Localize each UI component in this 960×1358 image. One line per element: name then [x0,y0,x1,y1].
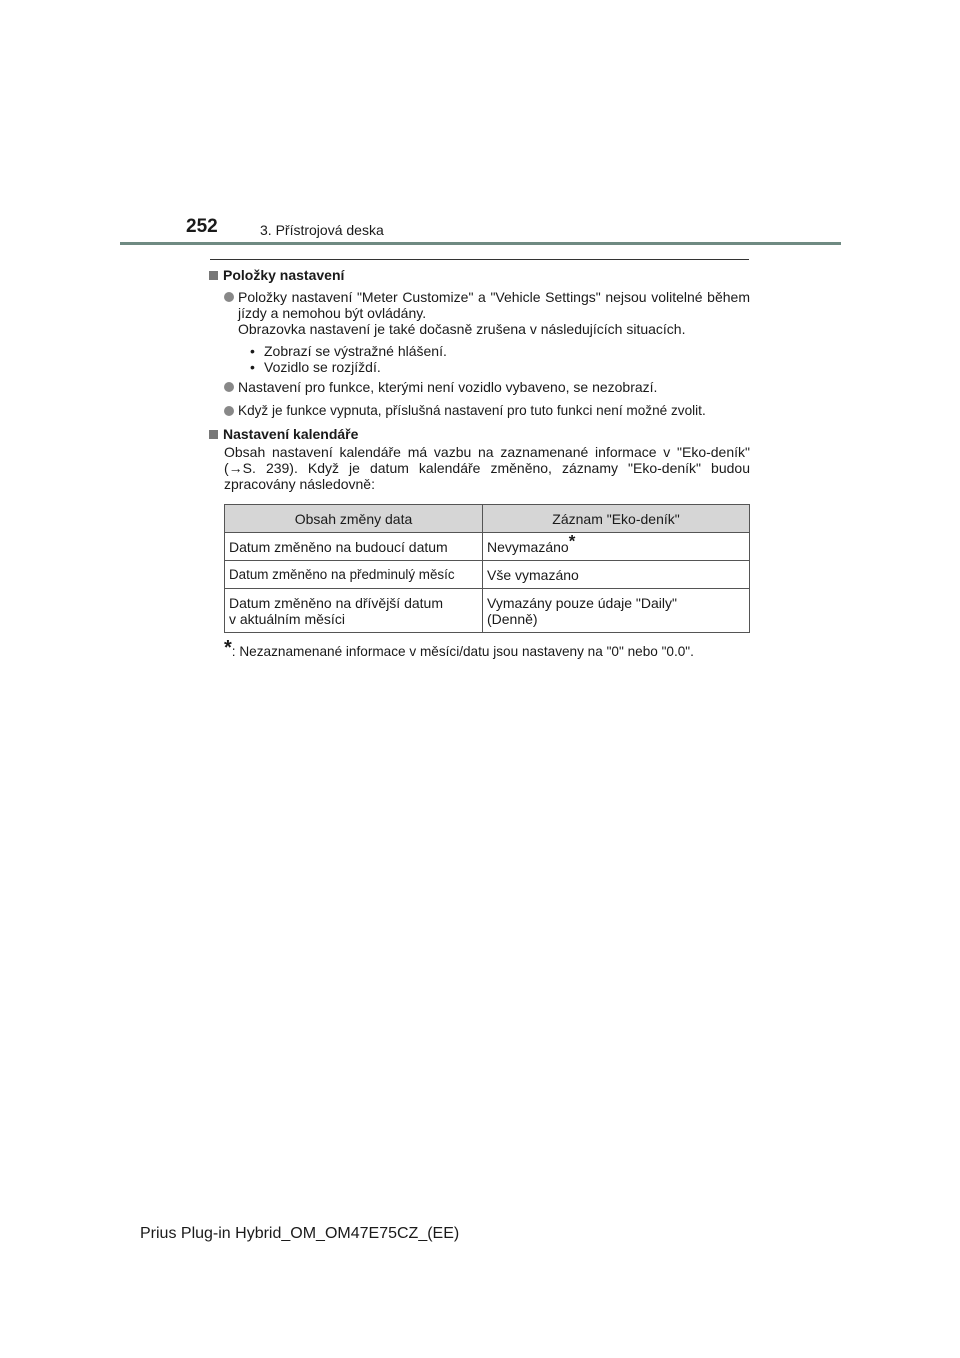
table-cell: Datum změněno na předminulý měsíc [225,561,483,589]
sub-list-item: • Vozidlo se rozjíždí. [250,359,381,375]
item-text: Když je funkce vypnuta, příslušná nastavení pro tuto funkci není možné zvolit. [238,403,706,418]
table-row [225,589,750,633]
item-text: Obrazovka nastavení je také dočasně zrušena v následujících situacích. [238,321,686,337]
page-number: 252 [186,216,218,237]
item-text: Položky nastavení "Meter Customize" a "Vehicle Settings" nejsou volitelné během jízdy a nemohou být ovládány. [238,289,750,321]
sub-list-item: • Zobrazí se výstražné hlášení. [250,343,447,359]
table-header-row [225,505,750,533]
sub-list [250,343,750,375]
chapter-title: 3. Přístrojová deska [260,222,384,238]
list-item [209,379,750,395]
list-item [209,289,750,375]
header-divider [120,242,841,245]
table-cell: Nevymazáno* [483,533,750,561]
circle-bullet-icon [224,382,234,392]
page-content [209,265,750,660]
footnote-marker: * [568,531,576,551]
section-heading-settings [209,267,750,283]
table-row [225,533,750,561]
table-cell: Vše vymazáno [483,561,750,589]
item-text: Nastavení pro funkce, kterými není vozidlo vybaveno, se nezobrazí. [238,379,658,395]
column-header: Obsah změny data [225,505,483,533]
circle-bullet-icon [224,406,234,416]
section-divider [210,259,749,260]
square-bullet-icon [209,430,218,439]
table-cell: Vymazány pouze údaje "Daily" (Denně) [483,589,750,633]
table-cell: Datum změněno na budoucí datum [225,533,483,561]
table-cell: Datum změněno na dřívější datum v aktuálním měsíci [225,589,483,633]
footnote-marker: * [224,637,232,659]
arrow-right-icon: → [228,460,243,476]
calendar-table [224,504,750,633]
calendar-description: Obsah nastavení kalendáře má vazbu na zaznamenané informace v "Eko-deník" (→S. 239). Když je datum kalendáře změněno, záznamy "Eko-deník" budou zpracovány následovně: [224,444,750,492]
document-footer: Prius Plug-in Hybrid_OM_OM47E75CZ_(EE) [140,1225,460,1242]
list-item [209,403,750,419]
square-bullet-icon [209,271,218,280]
table-row [225,561,750,589]
section-title: Nastavení kalendáře [223,426,359,442]
footnote: *: Nezaznamenané informace v měsíci/datu jsou nastaveny na "0" nebo "0.0". [224,637,694,659]
column-header: Záznam "Eko-deník" [483,505,750,533]
section-heading-calendar [209,426,750,442]
circle-bullet-icon [224,292,234,302]
section-title: Položky nastavení [223,267,345,283]
